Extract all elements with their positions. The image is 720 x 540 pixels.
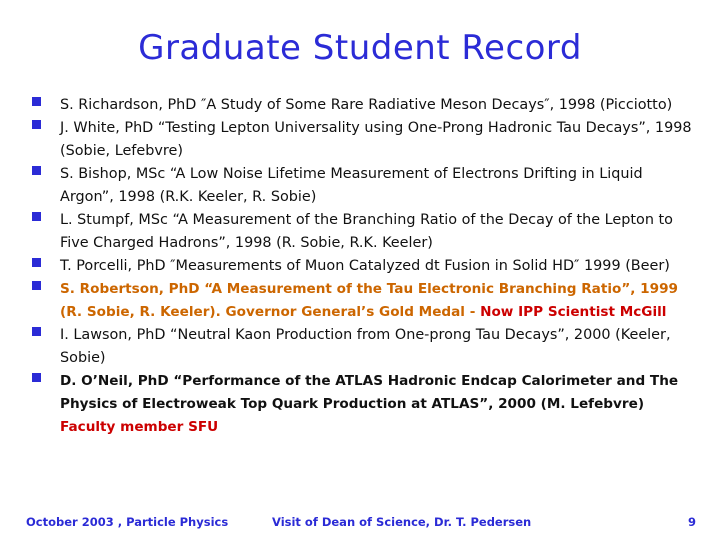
item-text: S. Richardson, PhD ″A Study of Some Rare Radiative Meson Decays″, 1998 (Picciotto) [60, 97, 673, 113]
slide-title: Graduate Student Record [138, 28, 582, 68]
footer-date: October 2003 , Particle Physics [26, 515, 229, 529]
item-highlight: Faculty member SFU [60, 419, 219, 435]
square-bullet-icon [32, 258, 41, 267]
list-item [30, 163, 700, 209]
item-text: L. Stumpf, MSc “A Measurement of the Branching Ratio of the Decay of the Lepton to Five Charged Hadrons”, 1998 (R. Sobie, R.K. Keeler) [60, 212, 673, 251]
list-item [30, 94, 700, 117]
item-text: I. Lawson, PhD “Neutral Kaon Production from One-prong Tau Decays”, 2000 (Keeler, Sobie) [60, 327, 671, 366]
list-item-highlighted [30, 370, 700, 439]
list-item [30, 209, 700, 255]
item-text: S. Robertson, PhD “A Measurement of the Tau Electronic Branching Ratio”, 1999 (R. Sobie, R. Keeler). Governor General’s Gold Medal - [60, 281, 679, 320]
item-text: S. Bishop, MSc “A Low Noise Lifetime Measurement of Electrons Drifting in Liquid Argon”, 1998 (R.K. Keeler, R. Sobie) [60, 166, 643, 205]
square-bullet-icon [32, 212, 41, 221]
list-item [30, 117, 700, 163]
footer-title: Visit of Dean of Science, Dr. T. Pedersen [272, 515, 532, 529]
list-item-highlighted [30, 278, 700, 324]
item-text: D. O’Neil, PhD “Performance of the ATLAS Hadronic Endcap Calorimeter and The Physics of Electroweak Top Quark Production at ATLAS”, 2000 (M. Lefebvre) [60, 373, 679, 412]
list-item [30, 255, 700, 278]
square-bullet-icon [32, 281, 41, 290]
square-bullet-icon [32, 97, 41, 106]
square-bullet-icon [32, 120, 41, 129]
item-text: T. Porcelli, PhD ″Measurements of Muon Catalyzed dt Fusion in Solid HD″ 1999 (Beer) [60, 258, 670, 274]
square-bullet-icon [32, 166, 41, 175]
student-list [30, 94, 700, 439]
square-bullet-icon [32, 373, 41, 382]
square-bullet-icon [32, 327, 41, 336]
item-text: J. White, PhD “Testing Lepton Universality using One-Prong Hadronic Tau Decays”, 1998 (Sobie, Lefebvre) [60, 120, 692, 159]
list-item [30, 324, 700, 370]
item-highlight: Now IPP Scientist McGill [480, 304, 667, 320]
page-number: 9 [688, 515, 697, 529]
